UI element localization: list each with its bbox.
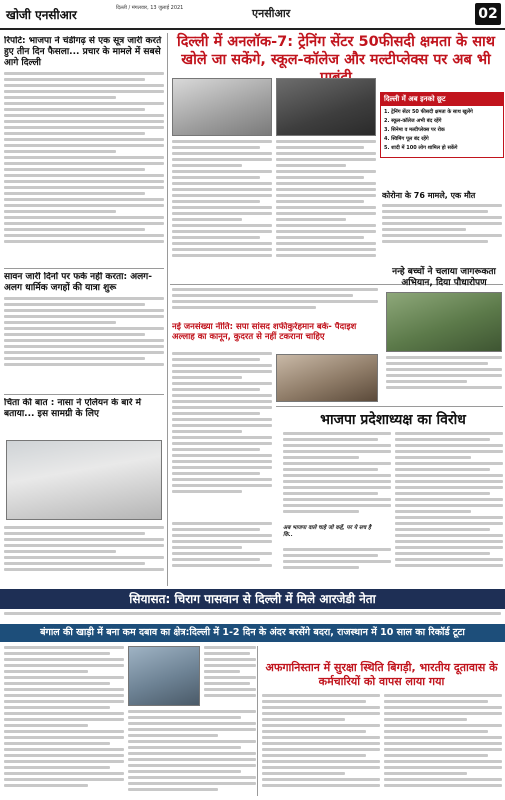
- left-mid-story: [4, 272, 164, 392]
- kids-story-body: [386, 356, 502, 404]
- section-tag: एनसीआर: [252, 7, 291, 20]
- main-photo-1: [172, 78, 272, 136]
- left-low-body: [4, 526, 164, 584]
- population-story: [172, 322, 378, 350]
- rule-item: 2. स्कूल-कॉलेज अभी बंद रहेंगे: [384, 118, 442, 124]
- mid-secondary: [172, 288, 378, 320]
- kids-awareness-headline: नन्हे बच्चों ने चलाया जागरूकता अभियान, दिया पौधारोपण: [392, 267, 496, 288]
- bjp-story-col-1: [283, 432, 391, 522]
- left-low-story: [4, 398, 164, 438]
- afghan-story-col-1: [262, 694, 380, 796]
- main-story-col-2: [276, 140, 376, 280]
- unlock-rules-box: [380, 92, 504, 158]
- bjp-story-col-3: [283, 548, 391, 584]
- main-story-col-1: [172, 140, 272, 280]
- afghan-story-col-2: [384, 694, 502, 796]
- issue-meta: दिल्ली / मंगलवार, 13 जुलाई 2021: [116, 5, 184, 11]
- rule-item: 4. स्विमिंग पूल बंद रहेंगे: [384, 136, 429, 142]
- page-number: 02: [475, 3, 501, 25]
- left-top-story: [4, 36, 164, 266]
- covid-headline: कोरोना के 76 मामले, एक मौत: [382, 191, 476, 200]
- main-headline: दिल्ली में अनलॉक-7: ट्रेनिंग सेंटर 50फीसदी क्षमता के साथ खोले जा सकेंगे, स्कूल-कॉलेज और मल्टीप्लेक्स पर अब भी: [176, 34, 496, 68]
- box-title: दिल्ली में अब इनको छूट: [381, 93, 503, 106]
- rules-list: [381, 106, 503, 157]
- story-body: [4, 297, 164, 366]
- weather-story-col-3: [204, 646, 256, 706]
- masthead: [0, 0, 505, 30]
- population-body-2: [172, 522, 272, 584]
- covid-update: [382, 190, 502, 260]
- population-body: [172, 352, 272, 517]
- story-body: [4, 72, 164, 243]
- rule-item: 1. ट्रेनिंग सेंटर 50 फीसदी क्षमता के साथ खुलेंगे: [384, 109, 473, 115]
- bjp-headline: भाजपा प्रदेशाध्यक्ष का विरोध: [320, 412, 466, 428]
- left-mid-headline: सावन जारी दिनों पर फर्क नहीं करता: अलग-अलग धार्मिक जगहों की यात्रा शुरू: [4, 272, 152, 293]
- bjp-story-col-2: [395, 432, 503, 582]
- left-low-headline: चिंता की बात : नासा ने एलियन के बारे में बताया... इस सामग्री के लिए: [4, 398, 141, 419]
- rain-photo: [128, 646, 200, 706]
- kids-photo: [386, 292, 502, 352]
- brand-name: खोजी एनसीआर: [6, 8, 77, 22]
- main-photo-2: [276, 78, 376, 136]
- banner-strip-lines: [4, 612, 501, 622]
- mp-portrait-photo: [276, 354, 378, 402]
- rule-item: 3. सिनेमा व मल्टीप्लेक्स पर रोक: [384, 127, 445, 133]
- weather-story-col-2: [128, 710, 256, 796]
- population-headline: नई जनसंख्या नीति: सपा सांसद शफीकुर्रहमान बर्क- पैदाइश अल्लाह का कानून, कुदरत से नहीं टकराना चाहिए: [172, 322, 357, 342]
- pull-quote: अब भाजपा वाले चाहे जो कहें, पर ये सच है कि..: [283, 525, 371, 538]
- weather-story-col-1: [4, 646, 124, 796]
- eggs-photo: [6, 440, 162, 520]
- chirag-paswan-banner: सियासत: चिराग पासवान से दिल्ली में मिले आरजेडी नेता: [0, 589, 505, 609]
- weather-banner: बंगाल की खाड़ी में बना कम दबाव का क्षेत्र:दिल्ली में 1-2 दिन के अंदर बरसेंगे बदरा, राजस्थान में 10 साल का रिकॉर्ड टूटा: [0, 624, 505, 642]
- left-top-headline: रिपोर्ट: भाजपा ने चंडीगढ़ से एक सूत्र जारी करते हुए तीन दिन फैसला... प्रचार के मामले में सबसे आगे दिल्ली: [4, 36, 162, 68]
- afghanistan-headline: अफगानिस्तान में सुरक्षा स्थिति बिगड़ी, भारतीय दूतावास के कर्मचारियों को वापस लाया गया: [265, 661, 498, 688]
- rule-item: 5. शादी में 100 लोग शामिल हो सकेंगे: [384, 145, 458, 151]
